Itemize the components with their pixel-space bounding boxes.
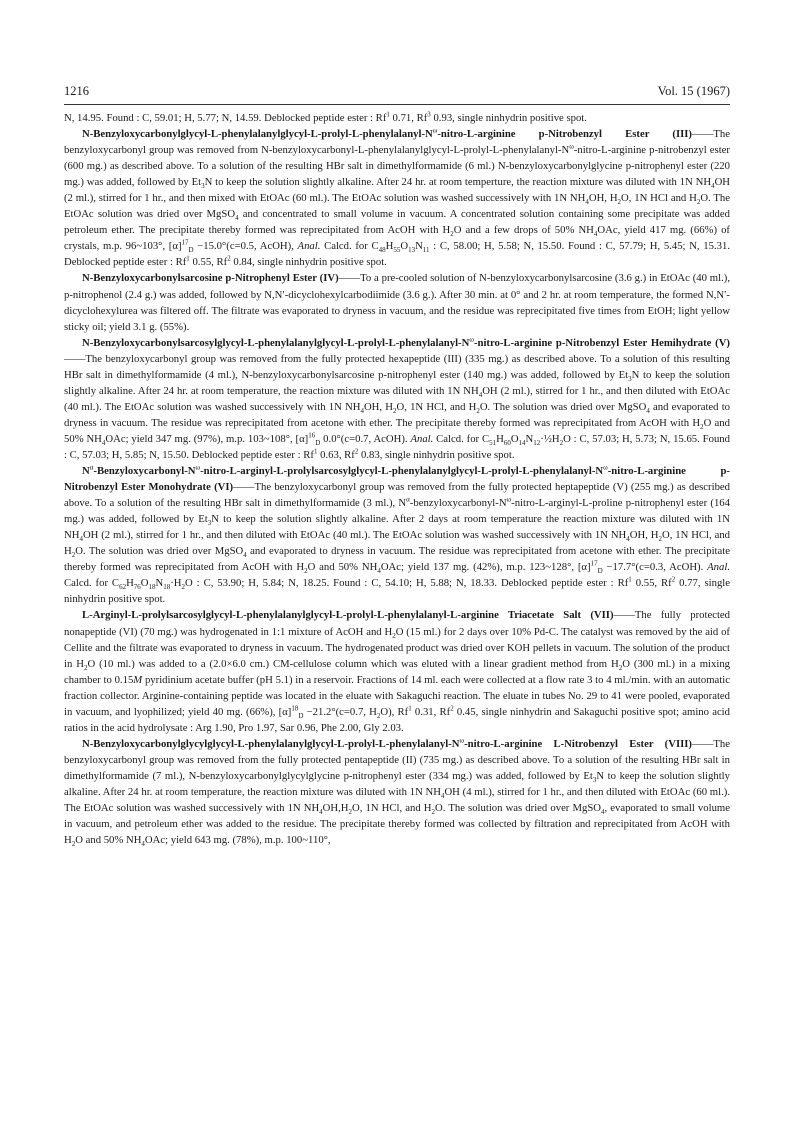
text-run: O), Rf bbox=[380, 705, 409, 718]
paragraph-compound-iii bbox=[64, 126, 730, 270]
subscript: 12 bbox=[533, 439, 541, 448]
text-run: N to keep the solution slightly alkaline. After 24 hr. at room temperture, the reaction mixture was diluted with 1N NH bbox=[204, 176, 712, 189]
superscript: 16 bbox=[308, 431, 316, 440]
subscript: 2 bbox=[431, 808, 436, 817]
superscript: 1 bbox=[313, 447, 318, 456]
text-run: N bbox=[415, 240, 423, 253]
text-run: H bbox=[496, 432, 504, 445]
text-run: pyridinium acetate buffer (pH 5.1) in a reservoir. Fractions of 14 ml. each were collected at a flow rate 3 to 4 ml./min. with an automatic fraction collector. Arginine-containing peptide was located in the eluate with Sakaguchi reaction. The eluate in tubes No. 29 to 41 were pooled, evaporated in vacuum, and lyophilized; yield 40 mg. (66%), [α] bbox=[64, 673, 730, 718]
text-run: OH,H bbox=[322, 802, 349, 815]
text-run: ·½H bbox=[540, 432, 560, 445]
subscript: 4 bbox=[585, 198, 589, 207]
text-run: N to keep the solution slightly alkaline. After 24 hr. at room temperature, the reaction mixture was diluted with 1N NH bbox=[64, 368, 730, 397]
text-run: N bbox=[525, 432, 534, 445]
text-run: H bbox=[126, 577, 134, 590]
text-run: O (15 ml.) for 2 days over 10% Pd-C. The catalyst was removed by the aid of Cellite and the filtrate was evaporated to dryness in vacuum. The hydrogenated product was dried over KOH pellets in vacuum. The solution of the product in H bbox=[64, 625, 730, 670]
text-run: 0.55, Rf bbox=[189, 256, 228, 269]
subscript: 2 bbox=[83, 663, 88, 672]
text-run: O, 1N HCl, and H bbox=[352, 802, 432, 815]
text-run: 0.84, single ninhydrin positive spot. bbox=[230, 256, 387, 269]
heading-text: N-Benzyloxycarbonylsarcosylglycyl-L-phenylalanylglycyl-L-prolyl-L-phenylalanyl-N bbox=[82, 336, 470, 349]
text-run: O (300 ml.) in a mixing chamber to 0.15 bbox=[64, 657, 731, 686]
subscript: 4 bbox=[101, 439, 106, 448]
text-run: O : C, 53.90; H, 5.84; N, 18.25. Found : C, 54.10; H, 5.88; N, 18.33. Deblocked peptide ester : Rf bbox=[185, 577, 629, 590]
text-run: OAc; yield 137 mg. (42%), m.p. 123~128°, [α] bbox=[380, 561, 591, 574]
heading-text: -nitro-L-arginine L-Nitrobenzyl Ester (VIII) bbox=[464, 737, 692, 750]
subscript: 4 bbox=[141, 840, 145, 849]
superscript: ω bbox=[506, 495, 512, 504]
subscript: 4 bbox=[711, 182, 715, 191]
superscript: 1 bbox=[628, 575, 632, 584]
italic-text: Anal. bbox=[410, 432, 434, 445]
subscript: 3 bbox=[592, 776, 597, 785]
subscript: 4 bbox=[235, 214, 239, 223]
text-run: 0.0°(c=0.7, AcOH). bbox=[320, 432, 411, 445]
superscript: 18 bbox=[291, 704, 299, 713]
subscript: 4 bbox=[646, 406, 650, 415]
subscript: D bbox=[188, 246, 194, 255]
paragraph-compound-vii bbox=[64, 607, 730, 735]
subscript: 18 bbox=[163, 583, 171, 592]
subscript: 2 bbox=[617, 198, 622, 207]
text-run: OH, H bbox=[363, 400, 393, 413]
text-run: −17.7°(c=0.3, AcOH). bbox=[602, 561, 708, 574]
subscript: 4 bbox=[319, 808, 323, 817]
text-run: and evaporated to dryness in vacuum. The residue was reprecipitated from acetone with ether. The precipitate thereby formed was reprecipitated from AcOH with H bbox=[64, 545, 730, 574]
heading-text: -Benzyloxycarbonyl-N bbox=[93, 465, 196, 478]
subscript: 4 bbox=[360, 406, 364, 415]
text-run: OH (2 ml.), stirred for 1 hr., and then mixed with EtOAc (60 ml.). The EtOAc solution was washed successively with 1N NH bbox=[64, 176, 731, 205]
subscript: 4 bbox=[593, 230, 598, 239]
text-run: 0.55, Rf bbox=[631, 577, 672, 590]
text-run: ——The benzyloxycarbonyl group was removed from the fully protected hexapeptide (III) (335 mg.) as described above. To a solution of this resulting HBr salt in dimethylformamide (4 ml.), N-benzyloxycarbonylsarcosine p-nitrophenyl ester (140 mg.) was added, followed by Et bbox=[64, 352, 730, 381]
text-run: OH (2 ml.), stirred for 1 hr., and then diluted with EtOAc (40 ml.). The EtOAc solution was washed successively with 1N NH bbox=[64, 384, 730, 413]
superscript: 1 bbox=[386, 110, 390, 119]
text-run: O. The EtOAc solution was dried over MgSO bbox=[64, 192, 730, 221]
text-run: OH, H bbox=[588, 192, 618, 205]
subscript: 2 bbox=[658, 535, 662, 544]
italic-text: Anal. bbox=[707, 561, 730, 574]
heading-text: -nitro-L-arginine p-Nitrobenzyl Ester Monohydrate (VI) bbox=[64, 465, 730, 494]
text-run: O. The solution was dried over MgSO bbox=[479, 400, 647, 413]
superscript: ω bbox=[432, 126, 438, 135]
paragraph-compound-iv bbox=[64, 270, 730, 334]
text-run: N, 14.95. Found : C, 59.01; H, 5.77; N, 14.59. Deblocked peptide ester : Rf bbox=[64, 112, 387, 124]
text-run: O, 1N HCl and H bbox=[621, 192, 697, 205]
subscript: 2 bbox=[181, 583, 186, 592]
text-run: O and a few drops of 50% NH bbox=[453, 224, 594, 237]
text-run: O bbox=[140, 577, 149, 590]
subscript: 2 bbox=[71, 840, 76, 849]
text-run: O bbox=[510, 432, 519, 445]
subscript: 13 bbox=[408, 246, 416, 255]
subscript: 18 bbox=[148, 583, 156, 592]
text-run: Calcd. for C bbox=[64, 577, 120, 590]
subscript: 2 bbox=[476, 406, 480, 415]
text-run: N to keep the solution slightly alkaline. After 2 days at room temperature the reaction mixture was diluted with 1N NH bbox=[64, 513, 730, 542]
text-run: ——The fully protected nonapeptide (VI) (70 mg.) was hydrogenated in 1:1 mixture of AcOH and H bbox=[64, 609, 730, 638]
superscript: 2 bbox=[450, 704, 454, 713]
superscript: 17 bbox=[181, 238, 189, 247]
text-run: 0.45, single ninhydrin and Sakaguchi positive spot; amino acid ratios in the acid hydrolysate : Arg 1.90, Pro 1.97, Sar 0.96, Phe 2.00, Gly 2.03. bbox=[64, 705, 730, 734]
superscript: α bbox=[89, 463, 94, 472]
paragraph-compound-vi bbox=[64, 463, 730, 607]
superscript: 3 bbox=[427, 110, 431, 119]
text-run: : C, 58.00; H, 5.58; N, 15.50. Found : C, 57.79; H, 5.45; N, 15.31. Deblocked peptide ester : Rf bbox=[64, 240, 730, 269]
superscript: ω bbox=[195, 463, 201, 472]
text-run: OAc; yield 643 mg. (78%), m.p. 100~110°, bbox=[144, 834, 331, 847]
subscript: 3 bbox=[201, 182, 205, 191]
text-run: , evaporated to small volume in vacuum, and petroleum ether was added to the residue. The precipitate thereby formed was collected by filtration and reprecipitated from AcOH with H bbox=[64, 802, 730, 847]
superscript: α bbox=[406, 495, 410, 504]
subscript: 48 bbox=[378, 246, 386, 255]
subscript: 76 bbox=[133, 583, 141, 592]
text-run: O bbox=[400, 240, 409, 253]
text-run: ——To a pre-cooled solution of N-benzyloxycarbonylsarcosine (3.6 g.) in EtOAc (40 ml.), p-nitrophenol (2.4 g.) was added, followed by N,N′-dicyclohexylcarbodiimide (3.6 g.). After 30 min. at 0° and 2 hr. at room temperature, the formed N,N′-dicyclohexylurea was filtered off. The filtrate was evaporated to dryness in vacuum, and the residue was reprecipitated five times from EtOH; light yellow sticky oil; yield 3.1 g. (55%). bbox=[64, 272, 730, 333]
subscript: 62 bbox=[119, 583, 127, 592]
text-run: and evaporated to dryness in vacuum. The residue was reprecipitated from acetone with ether. The precipitate thereby formed was reprecipitated from AcOH with H bbox=[64, 400, 731, 429]
subscript: 60 bbox=[503, 439, 511, 448]
heading-text: N-Benzyloxycarbonylglycylglycyl-L-phenylalanylglycyl-L-prolyl-L-phenylalanyl-N bbox=[82, 737, 460, 750]
text-run: N bbox=[155, 577, 164, 590]
page-number: 1216 bbox=[64, 84, 89, 98]
text-run: -benzyloxycarbonyl-N bbox=[409, 497, 507, 510]
heading-text: L-Arginyl-L-prolylsarcosylglycyl-L-phenylalanylglycyl-L-prolyl-L-phenylalanyl-L-arginine Triacetate Salt (VII) bbox=[82, 609, 614, 622]
subscript: 2 bbox=[450, 230, 454, 239]
text-run: −21.2°(c=0.7, H bbox=[303, 705, 377, 718]
superscript: ω bbox=[569, 142, 574, 151]
text-run: OH (2 ml.), stirred for 1 hr., and then diluted with EtOAc (40 ml.). The EtOAc solution was washed successively with 1N NH bbox=[82, 529, 627, 542]
subscript: 2 bbox=[392, 406, 397, 415]
text-run: 0.71, Rf bbox=[389, 112, 428, 124]
text-run: O, 1N HCl, and H bbox=[396, 400, 477, 413]
subscript: 2 bbox=[696, 198, 701, 207]
text-run: OAc, yield 417 mg. (66%) of crystals, m.p. 96~103°, [α] bbox=[64, 224, 730, 253]
text-run: 0.93, single ninhydrin positive spot. bbox=[430, 112, 587, 124]
superscript: 1 bbox=[186, 254, 190, 263]
subscript: D bbox=[298, 711, 304, 720]
subscript: 51 bbox=[489, 439, 497, 448]
italic-text: Anal. bbox=[297, 240, 321, 253]
superscript: ω bbox=[469, 335, 474, 344]
subscript: 2 bbox=[559, 439, 564, 448]
superscript: 1 bbox=[408, 704, 412, 713]
text-run: O, 1N HCl, and H bbox=[64, 529, 731, 558]
subscript: 2 bbox=[392, 631, 396, 640]
heading-text: N-Benzyloxycarbonylsarcosine p-Nitrophenyl Ester (IV) bbox=[82, 272, 339, 285]
text-run: -nitro-L-arginyl-L-proline p-nitrophenyl ester (164 mg.) was added, followed by Et bbox=[64, 497, 730, 526]
text-run: O (10 ml.) was added to a (2.0×6.0 cm.) CM-cellulose column which was eluted with a linear gradient method from H bbox=[87, 657, 619, 670]
subscript: 2 bbox=[71, 551, 76, 560]
subscript: 2 bbox=[348, 808, 352, 817]
text-run: O. The solution was dried over MgSO bbox=[75, 545, 244, 558]
text-run: ——The benzyloxycarbonyl group was removed from N-benzyloxycarbonyl-L-phenylalanylglycyl-L-prolyl-L-phenylalanyl-N bbox=[64, 128, 730, 157]
text-run: O and 50% NH bbox=[307, 561, 378, 574]
heading-text: -nitro-L-arginine p-Nitrobenzyl Ester (III) bbox=[437, 128, 692, 141]
text-run: -nitro-L-arginine p-nitrobenzyl ester (600 mg.) as described above. To a solution of the resulting HBr salt in dimethylformamide (6 ml.) N-benzyloxycarbonylglycine p-nitrophenyl ester (220 mg.) was added, followed by Et bbox=[64, 144, 730, 189]
text-run: 0.31, Rf bbox=[411, 705, 451, 718]
italic-text: M bbox=[133, 673, 143, 686]
paragraph-compound-v bbox=[64, 335, 730, 463]
subscript: 2 bbox=[700, 423, 704, 432]
subscript: 11 bbox=[422, 246, 430, 255]
text-run: Calcd. for C bbox=[320, 240, 379, 253]
text-run: and concentrated to small volume in vacuum. A concentrated solution containing some precipitate was added petroleum ether. The precipitate thereby formed was reprecipitated from AcOH with H bbox=[64, 208, 730, 237]
text-run: O : C, 57.03; H, 5.73; N, 15.65. Found : C, 57.03; H, 5.85; N, 15.50. Deblocked peptide ester : Rf bbox=[64, 432, 730, 461]
subscript: 2 bbox=[304, 567, 308, 576]
text-run: O and 50% NH bbox=[75, 834, 142, 847]
heading-text: -nitro-L-arginyl-L-prolylsarcosylglycyl-L-phenylalanylglycyl-L-prolyl-L-phenylalanyl-N bbox=[200, 465, 604, 478]
subscript: 55 bbox=[393, 246, 401, 255]
running-head bbox=[64, 84, 730, 105]
subscript: D bbox=[315, 439, 321, 448]
heading-text: N-Benzyloxycarbonylglycyl-L-phenylalanylglycyl-L-prolyl-L-phenylalanyl-N bbox=[82, 128, 433, 141]
subscript: 2 bbox=[376, 711, 381, 720]
journal-page bbox=[64, 84, 730, 848]
subscript: 2 bbox=[618, 663, 623, 672]
text-run: N to keep the solution slightly alkaline. After 24 hr. at room temperature, the reaction mixture was diluted with 1N NH bbox=[64, 769, 730, 798]
subscript: 4 bbox=[377, 567, 381, 576]
subscript: 4 bbox=[79, 535, 83, 544]
heading-text: -nitro-L-arginine p-Nitrobenzyl Ester Hemihydrate (V) bbox=[473, 336, 730, 349]
subscript: 3 bbox=[207, 519, 212, 528]
text-run: Calcd. for C bbox=[433, 432, 490, 445]
text-run: OH (4 ml.), stirred for 1 hr., and then diluted with EtOAc (60 ml.). The EtOAc solution was washed successively with 1N NH bbox=[64, 785, 730, 815]
body-text bbox=[64, 110, 730, 848]
text-run: OH, H bbox=[629, 529, 659, 542]
text-run: H bbox=[385, 240, 394, 253]
superscript: ω bbox=[603, 463, 608, 472]
text-run: ——The benzyloxycarbonyl group was removed from the fully protected pentapeptide (II) (735 mg.) as described above. To a solution of the resulting HBr salt in dimethylformamide (7 ml.), N-benzyloxycarbonylglycylglycine p-nitrophenyl ester (334 mg.) was added, followed by Et bbox=[64, 737, 730, 782]
subscript: D bbox=[597, 567, 603, 576]
volume-label: Vol. 15 (1967) bbox=[657, 84, 730, 98]
subscript: 4 bbox=[243, 551, 247, 560]
paragraph-continued-analysis bbox=[64, 110, 730, 126]
subscript: 3 bbox=[628, 374, 632, 383]
paragraph-compound-viii bbox=[64, 736, 730, 848]
text-run: 0.83, single ninhydrin positive spot. bbox=[358, 448, 515, 461]
text-run: OAc; yield 347 mg. (97%), m.p. 103~108°, [α] bbox=[105, 432, 309, 445]
subscript: 4 bbox=[440, 792, 445, 801]
superscript: 2 bbox=[671, 575, 676, 584]
text-run: 0.77, single ninhydrin positive spot. bbox=[64, 577, 730, 606]
subscript: 4 bbox=[626, 535, 630, 544]
superscript: 2 bbox=[354, 447, 359, 456]
text-run: O and 50% NH bbox=[64, 416, 730, 445]
superscript: ω bbox=[459, 736, 465, 745]
subscript: 4 bbox=[478, 390, 483, 399]
superscript: 2 bbox=[227, 254, 231, 263]
subscript: 4 bbox=[600, 808, 605, 817]
text-run: −15.0°(c=0.5, AcOH), bbox=[193, 240, 298, 253]
text-run: ——The benzyloxycarbonyl group was removed from the fully protected heptapeptide (V) (255 mg.) as described above. To a solution of the resulting HBr salt in dimethylformamide (3 ml.), N bbox=[64, 481, 731, 510]
text-run: 0.63, Rf bbox=[317, 448, 355, 461]
text-run: ·H bbox=[170, 577, 182, 590]
heading-text: N bbox=[82, 465, 90, 478]
superscript: 17 bbox=[590, 559, 598, 568]
subscript: 14 bbox=[518, 439, 526, 448]
text-run: O. The solution was dried over MgSO bbox=[435, 802, 601, 815]
